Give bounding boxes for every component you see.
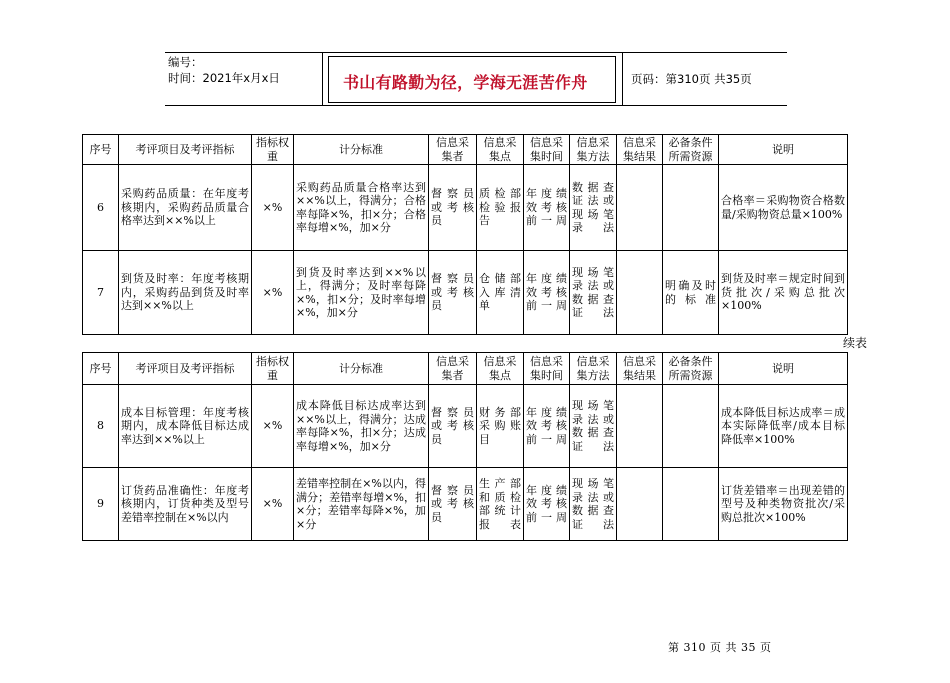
row-scoring: 采购药品质量合格率达到××%以上，得满分；合格率每降×%，扣×分；合格率每增×%，加×分	[294, 165, 429, 251]
col-header-resources: 必备条件所需资源	[663, 135, 719, 165]
row-collector: 督察员或考核员	[429, 385, 477, 468]
row-point: 仓储部入库清单	[477, 251, 524, 335]
row-item: 订货药品准确性：年度考核期内，订货种类及型号差错率控制在×%以内	[119, 468, 252, 541]
row-point: 生产部和质检部统计报表	[477, 468, 524, 541]
row-number: 7	[83, 251, 119, 335]
row-resources	[663, 385, 719, 468]
row-collector: 督察员或考核员	[429, 251, 477, 335]
table-row	[83, 468, 848, 541]
col-header-scoring: 计分标准	[294, 353, 429, 385]
col-header-method: 信息采集方法	[570, 353, 617, 385]
col-header-result: 信息采集结果	[617, 353, 663, 385]
row-result	[617, 468, 663, 541]
table-header-row	[83, 135, 848, 165]
row-weight: ×%	[252, 468, 294, 541]
row-item: 到货及时率：年度考核期内，采购药品到货及时率达到××%以上	[119, 251, 252, 335]
row-point: 财务部采购账目	[477, 385, 524, 468]
col-header-item: 考评项目及考评指标	[119, 353, 252, 385]
col-header-method: 信息采集方法	[570, 135, 617, 165]
motto-text: 书山有路勤为径，学海无涯苦作舟	[343, 73, 588, 92]
row-scoring: 成本降低目标达成率达到××%以上，得满分；达成率每降×%，扣×分；达成率每增×%，加×分	[294, 385, 429, 468]
table-row	[83, 165, 848, 251]
row-method: 现场笔录法或数据查证法	[570, 251, 617, 335]
col-header-point: 信息采集点	[477, 135, 524, 165]
page-footer: 第 310 页 共 35 页	[668, 641, 772, 654]
table-row	[83, 385, 848, 468]
row-resources	[663, 468, 719, 541]
row-scoring: 到货及时率达到××%以上，得满分；及时率每降×%，扣×分；及时率每增×%，加×分	[294, 251, 429, 335]
col-header-note: 说明	[719, 135, 848, 165]
row-collector: 督察员或考核员	[429, 468, 477, 541]
row-time: 年度绩效考核前一周	[524, 251, 570, 335]
row-result	[617, 251, 663, 335]
table-row	[83, 251, 848, 335]
col-header-scoring: 计分标准	[294, 135, 429, 165]
kpi-table-1	[82, 134, 848, 335]
col-header-no: 序号	[83, 353, 119, 385]
row-note: 订货差错率＝出现差错的型号及种类物资批次/采购总批次×100%	[719, 468, 848, 541]
col-header-time: 信息采集时间	[524, 135, 570, 165]
header-motto-cell	[322, 53, 779, 105]
row-number: 9	[83, 468, 119, 541]
row-result	[617, 165, 663, 251]
col-header-result: 信息采集结果	[617, 135, 663, 165]
col-header-weight: 指标权重	[252, 353, 294, 385]
row-method: 现场笔录法或数据查证法	[570, 385, 617, 468]
row-weight: ×%	[252, 385, 294, 468]
row-resources: 明确及时的标准	[663, 251, 719, 335]
row-resources	[663, 165, 719, 251]
col-header-collector: 信息采集者	[429, 353, 477, 385]
row-result	[617, 385, 663, 468]
header-page-number: 页码：第310页 共35页	[622, 53, 752, 105]
motto-box	[328, 56, 616, 103]
document-number-label: 编号：	[168, 55, 203, 69]
col-header-item: 考评项目及考评指标	[119, 135, 252, 165]
row-item: 采购药品质量：在年度考核期内，采购药品质量合格率达到××%以上	[119, 165, 252, 251]
col-header-note: 说明	[719, 353, 848, 385]
row-time: 年度绩效考核前一周	[524, 385, 570, 468]
col-header-time: 信息采集时间	[524, 353, 570, 385]
row-time: 年度绩效考核前一周	[524, 165, 570, 251]
row-scoring: 差错率控制在×%以内，得满分；差错率每增×%，扣×分；差错率每降×%，加×分	[294, 468, 429, 541]
col-header-no: 序号	[83, 135, 119, 165]
row-collector: 督察员或考核员	[429, 165, 477, 251]
row-weight: ×%	[252, 251, 294, 335]
row-note: 成本降低目标达成率＝成本实际降低率/成本目标降低率×100%	[719, 385, 848, 468]
document-date: 时间：2021年x月x日	[168, 71, 280, 85]
row-method: 现场笔录法或数据查证法	[570, 468, 617, 541]
row-note: 合格率＝采购物资合格数量/采购物资总量×100%	[719, 165, 848, 251]
kpi-table-2	[82, 352, 848, 541]
col-header-weight: 指标权重	[252, 135, 294, 165]
table-header-row	[83, 353, 848, 385]
row-note: 到货及时率＝规定时间到货批次/采购总批次×100%	[719, 251, 848, 335]
col-header-resources: 必备条件所需资源	[663, 353, 719, 385]
row-point: 质检部检验报告	[477, 165, 524, 251]
row-method: 数据查证法或现场笔录法	[570, 165, 617, 251]
header-meta	[165, 53, 322, 105]
row-weight: ×%	[252, 165, 294, 251]
page-header	[165, 52, 787, 106]
row-time: 年度绩效考核前一周	[524, 468, 570, 541]
continued-label: 续表	[843, 336, 868, 350]
col-header-collector: 信息采集者	[429, 135, 477, 165]
col-header-point: 信息采集点	[477, 353, 524, 385]
row-item: 成本目标管理：年度考核期内，成本降低目标达成率达到××%以上	[119, 385, 252, 468]
row-number: 6	[83, 165, 119, 251]
row-number: 8	[83, 385, 119, 468]
